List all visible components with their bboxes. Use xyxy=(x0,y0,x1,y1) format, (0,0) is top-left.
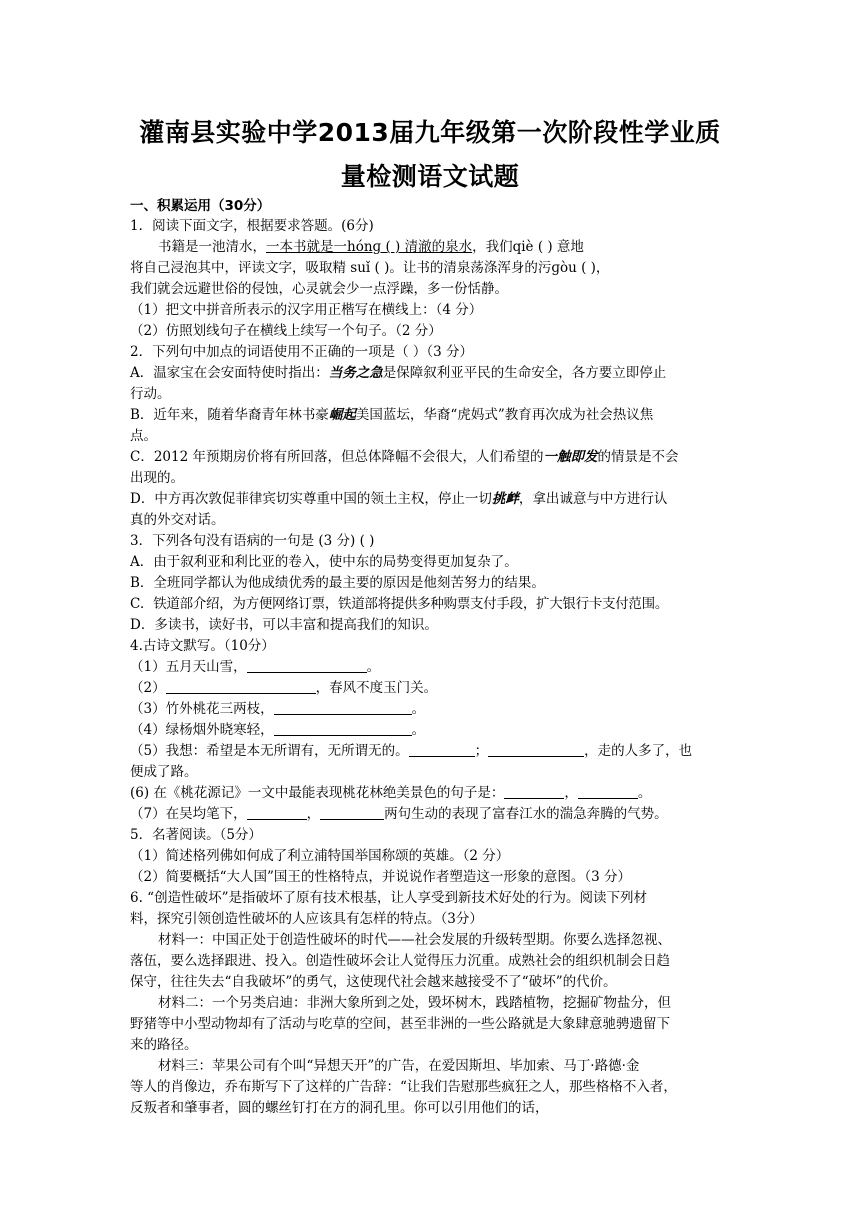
q6-material-1-cont: 保守，往往失去“自我破坏”的勇气，这使现代社会越来越接受不了“破坏”的代价。 xyxy=(130,974,617,990)
q5-stem: 5．名著阅读。（5分） xyxy=(130,827,262,843)
q4-text: （7）在吴均笔下， xyxy=(130,806,247,822)
q4-item-1 xyxy=(130,657,735,677)
answer-blank xyxy=(504,784,564,799)
q6-material-1-cont: 落伍，要么选择跟进、投入。创造性破坏会让人觉得压力沉重。成熟社会的组织机制会日趋 xyxy=(130,953,670,969)
q2-option-b xyxy=(130,405,735,425)
q4-text: （1）五月天山雪， xyxy=(130,659,247,675)
q2-option-c-cont: 出现的。 xyxy=(130,470,184,486)
q2-dotted-word: 崛起 xyxy=(328,407,356,423)
q3-option-b: B．全班同学都认为他成绩优秀的最主要的原因是他刻苦努力的结果。 xyxy=(130,575,545,591)
q2-text: ，拿出诚意与中方进行认 xyxy=(518,491,668,507)
q3-stem: 3．下列各句没有语病的一句是 (3 分) ( ) xyxy=(130,533,375,549)
answer-blank xyxy=(247,805,307,820)
q2-text: A．温家宝在会安面特使时指出： xyxy=(130,365,329,381)
q4-text: （5）我想：希望是本无所谓有，无所谓无的。 xyxy=(130,743,409,759)
q2-option-d xyxy=(130,489,735,509)
q4-text: ， xyxy=(306,806,321,822)
q4-text: 两句生动的表现了富春江水的湍急奔腾的气势。 xyxy=(384,806,668,822)
q2-text: D．中方再次敦促菲律宾切实尊重中国的领土主权，停止一切 xyxy=(130,491,492,507)
answer-blank xyxy=(488,742,584,757)
q1-passage-line: 将自己浸泡其中，评读文字，吸取精 suǐ ( )。让书的清泉荡涤浑身的污ɡòu ( )， xyxy=(130,260,610,276)
q2-option-b-cont: 点。 xyxy=(130,428,157,444)
q4-text: （2） xyxy=(130,680,166,696)
q1-text: ，我们qiè ( ) 意地 xyxy=(472,239,584,255)
exam-title-line-1: 灌南县实验中学2013届九年级第一次阶段性学业质 xyxy=(139,118,721,147)
q4-text: ，走的人多了，也 xyxy=(584,743,693,759)
q4-text: 。 xyxy=(366,659,381,675)
q6-material-1: 材料一：中国正处于创造性破坏的时代——社会发展的升级转型期。你要么选择忽视、 xyxy=(158,932,671,948)
section-heading: 一、积累运用（30分） xyxy=(130,198,271,214)
q6-material-2-cont: 野猪等中小型动物却有了活动与吃草的空间，甚至非洲的一些公路就是大象肆意驰骋遗留下 xyxy=(130,1016,670,1032)
q6-material-2: 材料二：一个另类启迪：非洲大象所到之处，毁坏树木，践踏植物，挖掘矿物盐分，但 xyxy=(158,995,671,1011)
q1-subquestion-1: （1）把文中拼音所表示的汉字用正楷写在横线上：（4 分） xyxy=(130,302,483,318)
q2-stem: 2．下列句中加点的词语使用不正确的一项是（ ）（3 分） xyxy=(130,344,474,360)
q4-text: 。 xyxy=(637,785,652,801)
q1-underlined-sentence: 一本书就是一hónɡ ( ) 清澈的泉水 xyxy=(266,239,473,255)
q6-material-3-cont: 等人的肖像边，乔布斯写下了这样的广告辞：“让我们告慰那些疯狂之人，那些格格不入者， xyxy=(130,1079,677,1095)
q4-item-5 xyxy=(130,741,735,761)
q2-text: C．2012 年预期房价将有所回落，但总体降幅不会很大，人们希望的 xyxy=(130,449,544,465)
q2-text: 美国蓝坛，华裔“虎妈式”教育再次成为社会热议焦 xyxy=(355,407,654,423)
q4-text: 。 xyxy=(411,701,426,717)
q4-item-2 xyxy=(130,678,735,698)
q4-stem: 4.古诗文默写。（10分） xyxy=(130,638,275,654)
q5-subquestion-2: （2）简要概括“大人国”国王的性格特点，并说说作者塑造这一形象的意图。（3 分） xyxy=(130,869,632,885)
q4-text: ，春风不度玉门关。 xyxy=(315,680,438,696)
q4-text: （4）绿杨烟外晓寒轻， xyxy=(130,722,274,738)
q4-text: （3）竹外桃花三两枝， xyxy=(130,701,274,717)
q2-dotted-word: 挑衅 xyxy=(491,491,519,507)
q4-item-6 xyxy=(130,783,735,803)
q2-text: 的情景是不会 xyxy=(597,449,679,465)
q2-option-c xyxy=(130,447,735,467)
q3-option-a: A．由于叙利亚和利比亚的卷入，使中东的局势变得更加复杂了。 xyxy=(130,554,518,570)
q1-subquestion-2: （2）仿照划线句子在横线上续写一个句子。（2 分） xyxy=(130,323,442,339)
q2-dotted-word: 当务之急 xyxy=(328,365,383,381)
q4-text: (6) 在《桃花源记》一文中最能表现桃花林绝美景色的句子是： xyxy=(130,785,505,801)
q4-text: 。 xyxy=(411,722,426,738)
q6-stem: 6. “创造性破坏”是指破坏了原有技术根基，让人享受到新技术好处的行为。阅读下列材 xyxy=(130,890,647,906)
answer-blank xyxy=(166,679,316,694)
q5-subquestion-1: （1）简述格列佛如何成了利立浦特国举国称颂的英雄。（2 分） xyxy=(130,848,510,864)
q3-option-d: D．多读书，读好书，可以丰富和提高我们的知识。 xyxy=(130,617,438,633)
q1-passage-line xyxy=(158,237,735,257)
q1-stem: 1．阅读下面文字，根据要求答题。(6分) xyxy=(130,218,374,234)
answer-blank xyxy=(274,700,412,715)
q4-item-5-cont: 便成了路。 xyxy=(130,764,198,780)
q4-item-4 xyxy=(130,720,735,740)
q4-item-3 xyxy=(130,699,735,719)
q4-text: ， xyxy=(564,785,578,801)
answer-blank xyxy=(578,784,638,799)
q6-material-3: 材料三：苹果公司有个叫“异想天开”的广告，在爱因斯坦、毕加索、马丁·路德·金 xyxy=(158,1058,640,1074)
q4-item-7 xyxy=(130,804,735,824)
exam-title-line-2: 量检测语文试题 xyxy=(340,162,520,191)
q2-text: B．近年来，随着华裔青年林书豪 xyxy=(130,407,329,423)
q2-option-d-cont: 真的外交对话。 xyxy=(130,512,225,528)
answer-blank xyxy=(274,721,412,736)
q3-option-c: C．铁道部介绍，为方便网络订票，铁道部将提供多种购票支付手段，扩大银行卡支付范围。 xyxy=(130,596,669,612)
q6-material-3-cont: 反叛者和肇事者，圆的螺丝钉打在方的洞孔里。你可以引用他们的话， xyxy=(130,1100,549,1116)
q2-text: 是保障叙利亚平民的生命安全，各方要立即停止 xyxy=(382,365,667,381)
answer-blank xyxy=(409,742,475,757)
q2-option-a-cont: 行动。 xyxy=(130,386,171,402)
q2-option-a xyxy=(130,363,735,383)
q4-text: ； xyxy=(474,743,489,759)
answer-blank xyxy=(320,805,384,820)
q1-passage-line: 我们就会远避世俗的侵蚀，心灵就会少一点浮躁，多一份恬静。 xyxy=(130,281,508,297)
q2-dotted-word: 一触即发 xyxy=(543,449,598,465)
q6-stem-cont: 料，探究引领创造性破坏的人应该具有怎样的特点。（3分） xyxy=(130,911,483,927)
q6-material-2-cont: 来的路径。 xyxy=(130,1037,198,1053)
answer-blank xyxy=(247,658,367,673)
q1-text: 书籍是一池清水， xyxy=(158,239,266,255)
